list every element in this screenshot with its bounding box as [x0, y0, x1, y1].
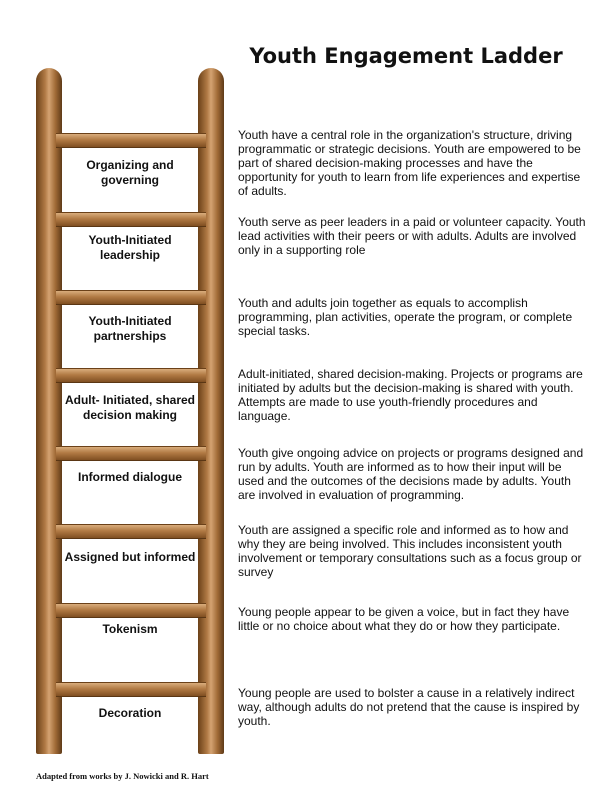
description-decoration: Young people are used to bolster a cause in a relatively indirect way, although adults do not pretend that the cause is inspired by youth. — [238, 686, 580, 728]
ladder-rung — [56, 368, 206, 383]
ladder-rung — [56, 212, 206, 227]
rung-label-youth-initiated-leadership: Youth-Initiated leadership — [88, 233, 172, 262]
ladder-rung — [56, 446, 206, 461]
description-organizing-and-governing: Youth have a central role in the organization's structure, driving programmatic or strategic decisions. Youth are empowered to be part of shared decision-making processes and have the opportunity for youth to learn from life experiences and expertise of adults. — [238, 128, 581, 198]
ladder-rung — [56, 603, 206, 618]
page-title: Youth Engagement Ladder — [249, 44, 563, 68]
description-informed-dialogue: Youth give ongoing advice on projects or programs designed and run by adults. Youth are informed as to how their input will be used and the outcomes of the decisions made by adults. Youth are involved in evaluation of programming. — [238, 446, 584, 502]
ladder-rung — [56, 290, 206, 305]
ladder-right-rail — [198, 68, 224, 754]
description-assigned-but-informed: Youth are assigned a specific role and informed as to how and why they are being involved. This includes inconsistent youth involvement or temporary consultations such as a focus group or survey — [238, 523, 582, 579]
description-tokenism: Young people appear to be given a voice, but in fact they have little or no choice about what they do or how they participate. — [238, 605, 570, 633]
rung-label-informed-dialogue: Informed dialogue — [77, 470, 182, 484]
rung-label-organizing-and-governing: Organizing and governing — [86, 158, 174, 187]
ladder-rung — [56, 682, 206, 697]
rung-label-youth-initiated-partnerships: Youth-Initiated partnerships — [88, 314, 172, 343]
ladder-left-rail — [36, 68, 62, 754]
description-adult-initiated-shared-decision-making: Adult-initiated, shared decision-making. Projects or programs are initiated by adults but the decision-making is shared with youth. Attempts are made to use youth-friendly procedures and language. — [238, 367, 583, 423]
rung-label-assigned-but-informed: Assigned but informed — [64, 550, 196, 564]
description-youth-initiated-leadership: Youth serve as peer leaders in a paid or volunteer capacity. Youth lead activities with their peers or with adults. Adults are involved only in a supporting role — [238, 215, 586, 257]
ladder-rung — [56, 133, 206, 148]
attribution-credit: Adapted from works by J. Nowicki and R. Hart — [36, 771, 209, 781]
description-youth-initiated-partnerships: Youth and adults join together as equals to accomplish programming, plan activities, operate the program, or complete special tasks. — [238, 296, 573, 338]
ladder-rung — [56, 524, 206, 539]
rung-label-tokenism: Tokenism — [102, 622, 158, 636]
ladder-graphic — [0, 0, 236, 792]
rung-label-decoration: Decoration — [98, 706, 162, 720]
rung-label-adult-initiated-shared-decision-making: Adult- Initiated, shared decision making — [64, 393, 195, 422]
